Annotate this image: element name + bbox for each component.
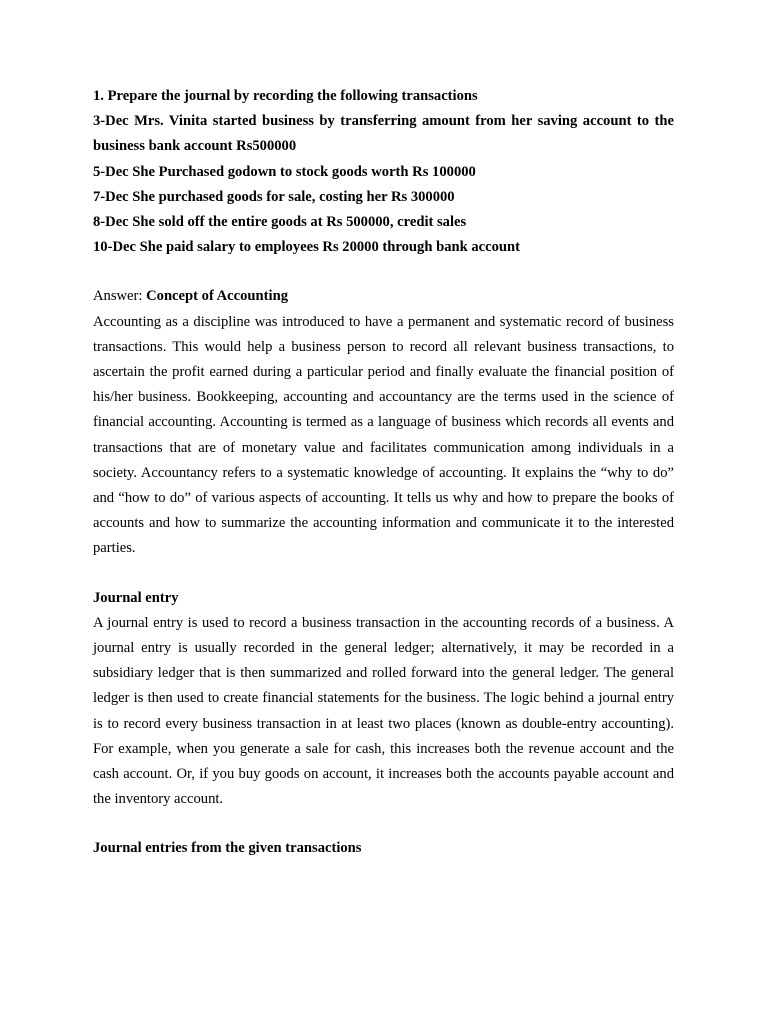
concept-heading: Concept of Accounting xyxy=(146,288,288,305)
spacer xyxy=(93,812,674,836)
spacer xyxy=(93,260,674,284)
document-page xyxy=(93,84,674,862)
journal-entry-section xyxy=(93,586,674,813)
concept-paragraph: Accounting as a discipline was introduced to have a permanent and systematic record of business transactions. This would help a business person to record all relevant business transactions, to ascertain the profit earned during a particular period and finally evaluate the financial position of his/her business. Bookkeeping, accounting and accountancy are the terms used in the science of financial accounting. Accounting is termed as a language of business which records all events and transactions that are of monetary value and facilitates communication among individuals in a society. Accountancy refers to a systematic knowledge of accounting. It explains the “why to do” and “how to do” of various aspects of accounting. It tells us why and how to prepare the books of accounts and how to summarize the accounting information and communicate it to the interested parties. xyxy=(93,313,674,557)
answer-section xyxy=(93,284,674,561)
transaction-line: 8-Dec She sold off the entire goods at Rs 500000, credit sales xyxy=(93,214,467,231)
transaction-line: 5-Dec She Purchased godown to stock goods worth Rs 100000 xyxy=(93,163,476,180)
question-block xyxy=(93,84,674,260)
transaction-line: 7-Dec She purchased goods for sale, costing her Rs 300000 xyxy=(93,188,455,205)
transaction-line: 10-Dec She paid salary to employees Rs 20000 through bank account xyxy=(93,239,521,256)
spacer xyxy=(93,562,674,586)
answer-label: Answer xyxy=(93,288,139,305)
answer-separator: : xyxy=(138,288,147,305)
transaction-line: 3-Dec Mrs. Vinita started business by transferring amount from her saving account to the business bank account Rs500000 xyxy=(93,113,674,155)
question-title: 1. Prepare the journal by recording the following transactions xyxy=(93,88,478,104)
journal-entries-heading: Journal entries from the given transactions xyxy=(93,840,362,857)
journal-entry-paragraph: A journal entry is used to record a business transaction in the accounting records of a business. A journal entry is usually recorded in the general ledger; alternatively, it may be recorded in a subsidiary ledger that is then summarized and rolled forward into the general ledger. The general ledger is then used to create financial statements for the business. The logic behind a journal entry is to record every business transaction in at least two places (known as double-entry accounting). For example, when you generate a sale for cash, this increases both the revenue account and the cash account. Or, if you buy goods on account, it increases both the accounts payable account and the inventory account. xyxy=(93,614,674,808)
answer-heading xyxy=(93,284,674,309)
journal-entry-heading: Journal entry xyxy=(93,589,179,606)
